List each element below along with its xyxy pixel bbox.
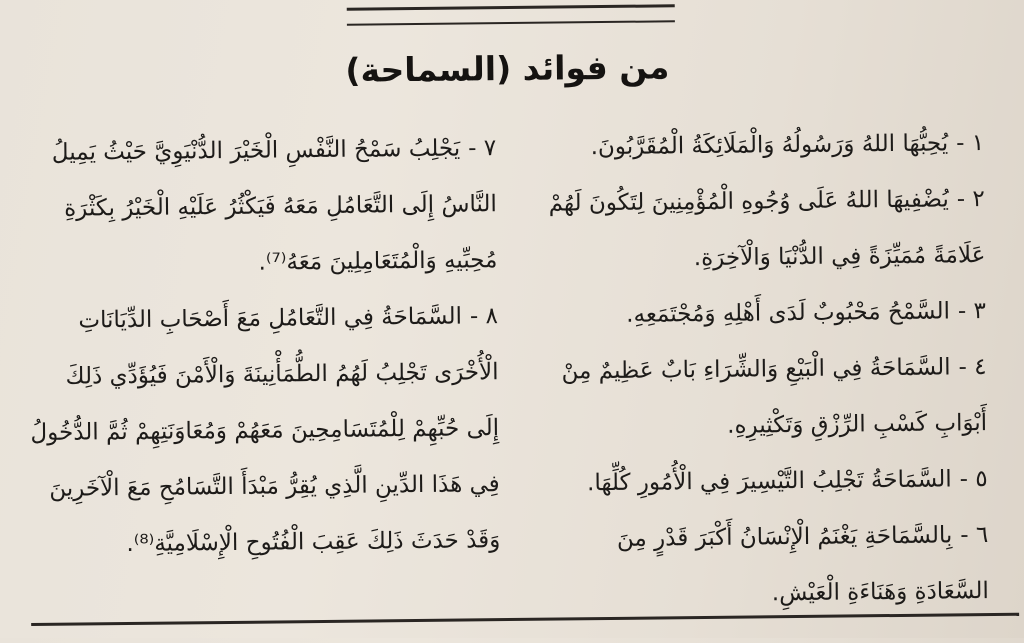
page-title: من فوائد (السماحة) <box>345 47 670 90</box>
item-number: ٦ - <box>960 522 989 549</box>
item-number: ١ - <box>956 130 985 157</box>
item-number: ٢ - <box>956 186 985 213</box>
list-item <box>537 171 986 288</box>
item-text: السَّمَاحَةُ فِي الْبَيْعِ وَالشِّرَاءِ بَابٌ عَظِيمٌ مِنْ أَبْوَابِ كَسْبِ الرِّزْقِ وَتَكْثِيرِهِ. <box>561 354 988 439</box>
item-text: السَّمْحُ مَحْبُوبٌ لَدَى أَهْلِهِ وَمُجْتَمَعِهِ. <box>626 298 951 328</box>
item-text: بِالسَّمَاحَةِ يَغْنَمُ الْإِنْسَانُ أَكْبَرَ قَدْرٍ مِنَ السَّعَادَةِ وَهَنَاءَةِ الْعَيْشِ. <box>616 522 990 607</box>
list-item <box>540 507 989 624</box>
item-text: يُحِبُّهَا اللهُ وَرَسُولُهُ وَالْمَلَائِكَةُ الْمُقَرَّبُونَ. <box>590 130 949 161</box>
item-number: ٧ - <box>468 135 497 162</box>
item-text: السَّمَاحَةُ تَجْلِبُ التَّيْسِيرَ فِي الْأُمُورِ كُلِّهَا. <box>586 466 952 497</box>
list-item <box>536 115 985 176</box>
list-item <box>28 288 501 573</box>
list-item <box>539 451 988 512</box>
item-text: يَجْلِبُ سَمْحُ النَّفْسِ الْخَيْرَ الدُّنْيَوِيَّ حَيْثُ يَمِيلُ النَّاسُ إِلَى التَّعَامُلِ مَعَهُ فَيَكْثُرُ عَلَيْهِ الْخَيْرُ بِكَثْرَةِ مُحِبِّيهِ وَالْمُتَعَامِلِينَ مَعَهُ⁽⁷⁾. <box>51 135 498 276</box>
item-number: ٨ - <box>469 303 499 330</box>
left-column <box>26 120 501 573</box>
top-rule-thin <box>347 20 675 25</box>
item-number: ٣ - <box>957 298 987 325</box>
list-item <box>538 283 987 344</box>
right-column <box>536 115 989 624</box>
item-text: السَّمَاحَةُ فِي التَّعَامُلِ مَعَ أَصْحَابِ الدِّيَانَاتِ الْأُخْرَى تَجْلِبُ لَهُمُ الطُّمَأْنِينَةَ وَالْأَمْنَ فَيُؤَدِّي ذَلِكَ إِلَى حُبِّهِمْ لِلْمُتَسَامِحِينَ مَعَهُمْ وَمُعَاوَنَتِهِمْ ثُمَّ الدُّخُولُ فِي هَذَا الدِّينِ الَّذِي يُقِرُّ مَبْدَأَ التَّسَامُحِ مَعَ الْآخَرِينَ وَقَدْ حَدَثَ ذَلِكَ عَقِبَ الْفُتُوحِ الْإِسْلَامِيَّةِ⁽⁸⁾. <box>30 303 501 558</box>
item-number: ٥ - <box>959 466 988 493</box>
list-item <box>26 120 498 293</box>
item-text: يُضْفِيهَا اللهُ عَلَى وُجُوهِ الْمُؤْمِنِينَ لِتَكُونَ لَهُمْ عَلَامَةً مُمَيِّزَةً فِي الدُّنْيَا وَالْآخِرَةِ. <box>548 186 986 272</box>
item-number: ٤ - <box>958 354 987 381</box>
top-rule <box>347 4 675 10</box>
list-item <box>538 339 987 456</box>
